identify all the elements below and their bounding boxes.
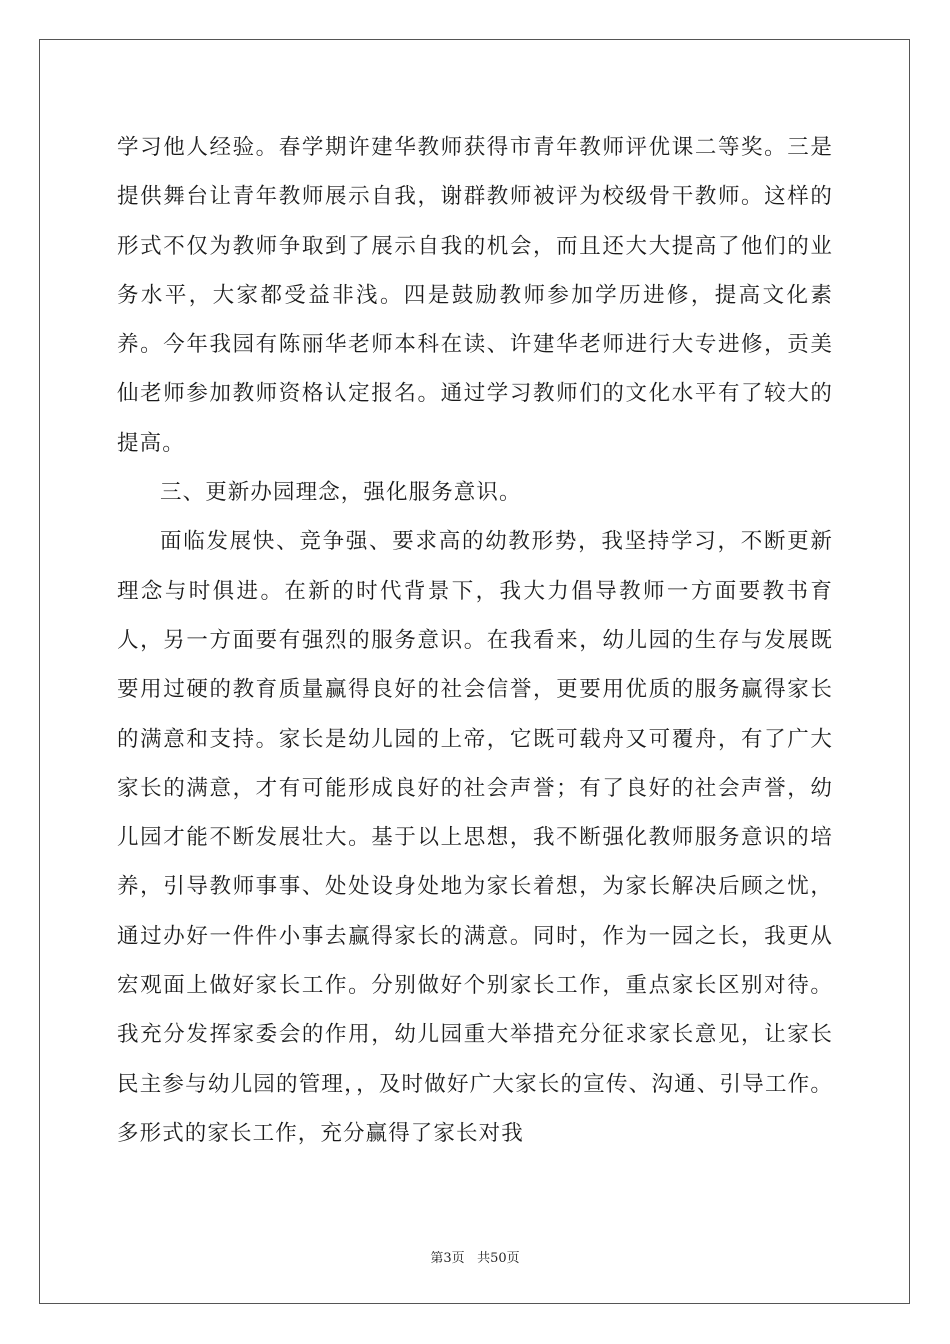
page-footer	[0, 1247, 950, 1266]
section-heading: 三、更新办园理念，强化服务意识。	[160, 480, 522, 506]
paragraph-3: 面临发展快、竞争强、要求高的幼教形势，我坚持学习，不断更新理念与时俱进。在新的时代背景下，我大力倡导教师一方面要教书育人，另一方面要有强烈的服务意识。在我看来，幼儿园的生存与发展既要用过硬的教育质量赢得良好的社会信誉，更要用优质的服务赢得家长的满意和支持。家长是幼儿园的上帝，它既可载舟又可覆舟，有了广大家长的满意，才有可能形成良好的社会声誉；有了良好的社会声誉，幼儿园才能不断发展壮大。基于以上思想，我不断强化教师服务意识的培养，引导教师事事、处处设身处地为家长着想，为家长解决后顾之忧，通过办好一件件小事去赢得家长的满意。同时，作为一园之长，我更从宏观面上做好家长工作。分别做好个别家长工作，重点家长区别对待。我充分发挥家委会的作用，幼儿园重大举措充分征求家长意见，让家长民主参与幼儿园的管理，，及时做好广大家长的宣传、沟通、引导工作。多形式的家长工作，充分赢得了家长对我	[117, 529, 833, 1146]
total-pages: 共50页	[477, 1251, 520, 1266]
document-body	[117, 123, 833, 1158]
footer-separator	[465, 1251, 477, 1266]
page-number: 第3页	[430, 1251, 465, 1266]
paragraph-1: 学习他人经验。春学期许建华教师获得市青年教师评优课二等奖。三是提供舞台让青年教师展示自我，谢群教师被评为校级骨干教师。这样的形式不仅为教师争取到了展示自我的机会，而且还大大提高了他们的业务水平，大家都受益非浅。四是鼓励教师参加学历进修，提高文化素养。今年我园有陈丽华老师本科在读、许建华老师进行大专进修，贡美仙老师参加教师资格认定报名。通过学习教师们的文化水平有了较大的提高。	[117, 135, 833, 456]
